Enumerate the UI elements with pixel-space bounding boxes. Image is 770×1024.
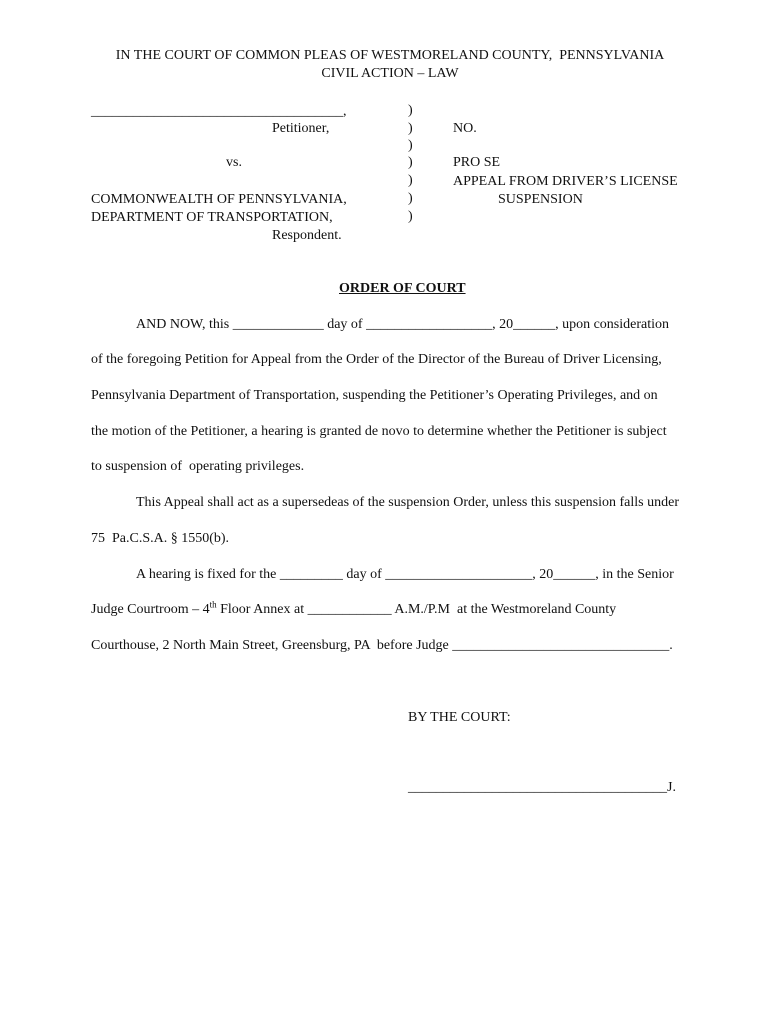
petitioner-label: Petitioner,	[272, 121, 330, 136]
order-paragraph-2-line-2: 75 Pa.C.S.A. § 1550(b).	[91, 531, 230, 546]
appeal-line-2: SUSPENSION	[498, 192, 583, 207]
court-heading: IN THE COURT OF COMMON PLEAS OF WESTMORELAND COUNTY, PENNSYLVANIA	[115, 48, 665, 63]
by-the-court-label: BY THE COURT:	[408, 710, 511, 725]
ordinal-suffix: th	[209, 599, 217, 610]
order-paragraph-2-line-1: This Appeal shall act as a supersedeas of the suspension Order, unless this suspension falls under	[136, 495, 679, 510]
caption-paren: )	[408, 191, 413, 206]
caption-paren: )	[408, 209, 413, 224]
respondent-line-2: DEPARTMENT OF TRANSPORTATION,	[91, 210, 333, 225]
caption-paren: )	[408, 155, 413, 170]
vs-label: vs.	[226, 155, 242, 170]
order-paragraph-1-line-5: to suspension of operating privileges.	[91, 459, 305, 474]
case-number-label: NO.	[453, 121, 477, 136]
pro-se-label: PRO SE	[453, 155, 501, 170]
caption-paren: )	[408, 121, 413, 136]
courtroom-text: Judge Courtroom – 4	[91, 602, 210, 617]
order-paragraph-1-line-4: the motion of the Petitioner, a hearing is granted de novo to determine whether the Petitioner is subject	[91, 424, 667, 439]
caption-paren: )	[408, 103, 413, 118]
petitioner-blank: ____________________________________,	[91, 104, 347, 119]
order-paragraph-3-line-1: A hearing is fixed for the _________ day of _____________________, 20______, in the Senior	[136, 567, 674, 582]
respondent-line-1: COMMONWEALTH OF PENNSYLVANIA,	[91, 192, 347, 207]
order-paragraph-3-line-3: Courthouse, 2 North Main Street, Greensburg, PA before Judge _______________________________.	[91, 638, 673, 653]
judge-signature-line: _____________________________________J.	[408, 780, 676, 795]
respondent-label: Respondent.	[272, 228, 342, 243]
annex-text: Floor Annex at ____________ A.M./P.M at the Westmoreland County	[216, 602, 617, 617]
appeal-line-1: APPEAL FROM DRIVER’S LICENSE	[453, 174, 678, 189]
order-paragraph-1-line-2: of the foregoing Petition for Appeal from the Order of the Director of the Bureau of Driver Licensing,	[91, 352, 662, 367]
caption-paren: )	[408, 173, 413, 188]
action-heading: CIVIL ACTION – LAW	[321, 66, 459, 81]
order-paragraph-3-line-2	[91, 601, 616, 618]
order-paragraph-1-line-3: Pennsylvania Department of Transportation, suspending the Petitioner’s Operating Privileges, and on	[91, 388, 658, 403]
order-title: ORDER OF COURT	[339, 281, 466, 296]
caption-paren: )	[408, 138, 413, 153]
order-paragraph-1-line-1: AND NOW, this _____________ day of __________________, 20______, upon consideration	[136, 317, 670, 332]
